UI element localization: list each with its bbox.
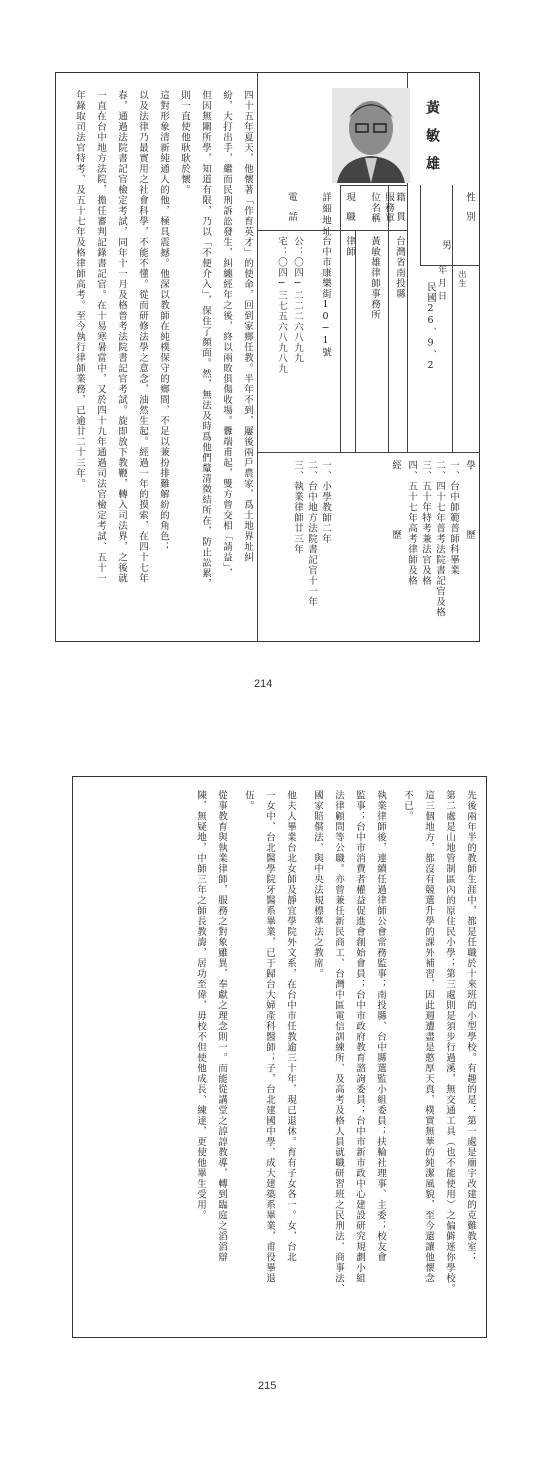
page-number: 214 <box>254 678 273 690</box>
body-line: 紛，大打出手，繼而民刑訴訟發生，糾纏經年之後，終以兩敗俱傷收場。釁端甫起，雙方曾交相「請益」， <box>221 90 232 579</box>
body-line: 一女中、台北醫學院牙醫系畢業，已于歸台大婦產科醫師；子，台北建國中學、成大建築系畢業，甫役畢退 <box>264 790 275 1284</box>
body-line: 陳，無疑地，中師三年之師長教誨，居功至偉，毋校不但使他成長、練達，更使他畢生受用。 <box>195 790 206 1221</box>
education-item: 二、四十七年普考法院書記官及格 <box>434 460 445 618</box>
body-line: 國家賠償法、與中央法規標準法之教席。 <box>312 790 323 979</box>
education-item: 四、五十七年高考律師及格 <box>406 460 417 586</box>
divider <box>257 72 258 642</box>
education-item: 三、五十年特考兼法官及格 <box>420 460 431 586</box>
label-address: 詳細地址 <box>320 192 331 238</box>
body-line: 則一直使他耿耿於懷。 <box>179 90 190 195</box>
experience-label: 經歷 <box>390 460 401 599</box>
experience-item: 三、執業律師廿三年 <box>292 460 303 555</box>
divider <box>340 185 341 452</box>
body-line: 以及法律乃最實用之社會科學，不能不懂。從而研修法學之意念，油然生起。經過一年的摸索，在四十七年 <box>137 90 148 584</box>
body-line: 這對形象清新純通人的他，極具震撼。他深以教師在純樸保守的鄉間，不足以兼扮排難解紛的角色； <box>158 90 169 552</box>
value-employer: 黃敏雄律師事務所 <box>369 236 380 320</box>
page-214-body <box>66 90 254 630</box>
body-line: 年錄取司法官特考、及五十七年及格律師高考。至今執行律師業務，已逾廿二十三年。 <box>74 90 85 489</box>
body-line: 監事；台中市消費者權益促進會創始會員；台中市政府教育諮詢委員；台中市新市政中心建設研究規劃小組 <box>354 790 365 1284</box>
person-name: 黃敏雄 <box>424 100 440 184</box>
value-origin: 台灣省南投縣 <box>394 236 405 299</box>
body-line: 先後兩年半的教師生涯中，都是任職於十來班的小型學校。有趣的是：第一處是廟宇改建的克難教室； <box>465 790 476 1263</box>
education-label: 學歷 <box>464 460 475 599</box>
label-position: 現職 <box>344 192 355 231</box>
divider <box>420 185 421 265</box>
body-line: 執業律師後，連續任過律師公會常務監事；南投縣、台中縣選監小組委員；扶輪社理事、主委；校友會 <box>375 790 386 1263</box>
divider <box>452 185 453 452</box>
body-line: 但因無關所學，知道有限，乃以「不便介入」，保住了顏面。然，無法及時爲他們釐清徵結所在，防止訟累， <box>200 90 211 590</box>
label-employer: 服務單位名稱 <box>369 192 394 224</box>
value-gender: 男 <box>440 240 451 251</box>
label-birth-sup: 出生 <box>458 270 467 288</box>
page-215-body <box>82 790 477 1330</box>
label-phone: 電話 <box>286 192 297 231</box>
label-origin: 籍貫 <box>394 192 405 231</box>
body-line: 他夫人畢業台北女師及靜宜學院外文系，在台中市任教逾三十年，現已退休。育有子女各一。女，台北 <box>285 790 296 1263</box>
body-line: 法律顧問等公職。亦曾兼任新民商工、台灣中區電信訓練所、及高考及格人員就職研習班之民刑法、商事法、 <box>333 790 344 1294</box>
divider <box>257 452 480 453</box>
education-item: 一、台中師範普師科畢業 <box>448 460 459 576</box>
value-address: 台中市康樂街10─1號 <box>320 236 331 358</box>
page-number: 215 <box>258 1380 277 1392</box>
divider <box>355 230 356 452</box>
experience-item: 一、小學教師二年 <box>320 460 331 544</box>
body-line: 從事教育與執業律師，服務之對象雖異，奉獻之理念則一。而能從講堂之諄諄教導，轉到臨庭之滔滔辯 <box>216 790 227 1263</box>
body-line: 第二處是山地管制區內的原住民小學；第三處則是須步行過溪，無交通工具（也不能使用）之偏僻迷你學校。 <box>444 790 455 1294</box>
body-line: 春，通過法院書記官檢定考試，同年十一月及格普考法院書記官考試。旋即放下教鞭，轉入司法界，之後就 <box>116 90 127 584</box>
value-birth: 民國26、9、2 <box>425 282 436 372</box>
experience-item: 二、台中地方法院書記官十一年 <box>306 460 317 607</box>
portrait-photo <box>332 88 410 183</box>
value-phone-office: 公：〇四─二二二六八九九 <box>292 236 303 364</box>
label-birth: 年 月 日 <box>438 266 449 302</box>
body-line: 一直在台中地方法院，擔任審判記錄書記官。在十易寒暑當中，又於四十九年通過司法官檢定考試、五十一 <box>95 90 106 584</box>
body-line: 不已。 <box>402 790 413 822</box>
body-line: 這三個地方，都沒有競選升學的課外補習，因此週遭盡是憨厚天真，樸實無華的純潔風貌，至今還讓他懷念 <box>423 790 434 1284</box>
label-gender: 性別 <box>464 192 475 231</box>
body-line: 四十五年夏天，他懷著「作育英才」的使命，回到家鄉任教。半年不到，屢後兩戶農家，爲土地界址糾 <box>242 90 253 563</box>
value-phone-home: 宅：〇四─三七五六八九八九 <box>276 236 287 374</box>
value-position: 律師 <box>344 236 355 257</box>
body-line: 伍。 <box>243 790 254 811</box>
divider <box>340 185 407 186</box>
